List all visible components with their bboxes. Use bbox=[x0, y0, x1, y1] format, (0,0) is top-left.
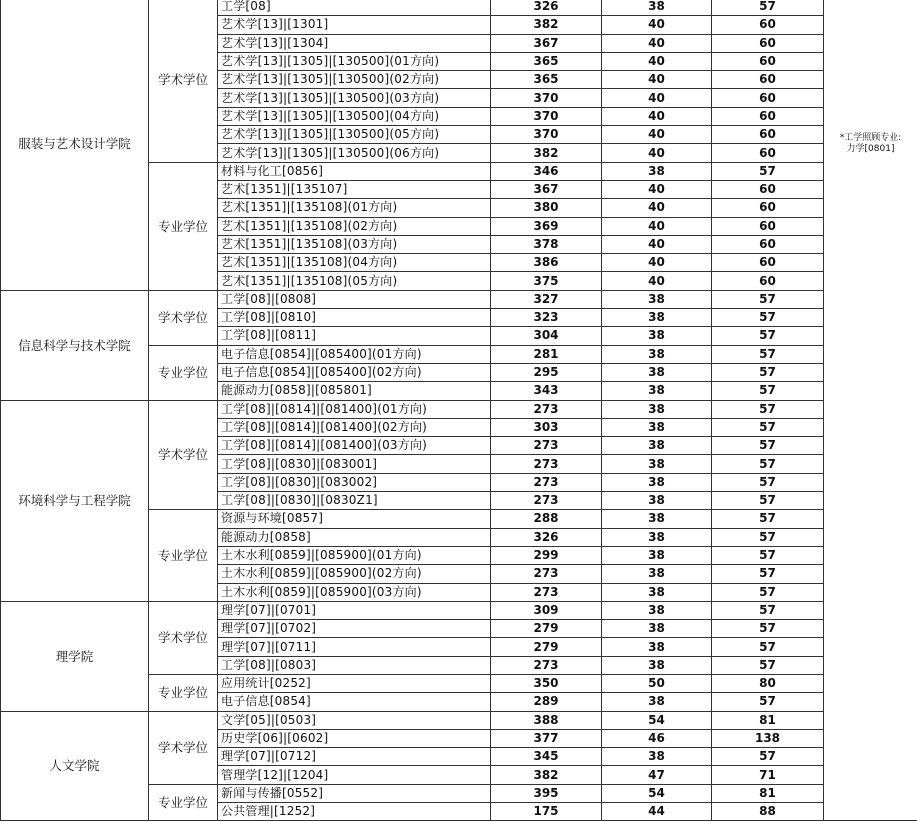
single-subject-100: 38 bbox=[602, 565, 712, 583]
single-subject-150: 57 bbox=[712, 693, 824, 711]
single-subject-150: 57 bbox=[712, 162, 824, 180]
single-subject-150: 57 bbox=[712, 437, 824, 455]
note-cell bbox=[824, 0, 917, 290]
degree-type: 学术学位 bbox=[149, 711, 218, 784]
degree-type: 学术学位 bbox=[149, 400, 218, 510]
total-score: 350 bbox=[491, 674, 602, 692]
total-score: 273 bbox=[491, 455, 602, 473]
major-name: 土木水利[0859]|[085900](03方向) bbox=[218, 583, 491, 601]
total-score: 386 bbox=[491, 254, 602, 272]
major-name: 艺术学[13]|[1301] bbox=[218, 16, 491, 34]
single-subject-100: 40 bbox=[602, 235, 712, 253]
total-score: 370 bbox=[491, 89, 602, 107]
single-subject-100: 44 bbox=[602, 803, 712, 821]
single-subject-150: 138 bbox=[712, 729, 824, 747]
major-name: 艺术学[13]|[1304] bbox=[218, 34, 491, 52]
single-subject-100: 40 bbox=[602, 107, 712, 125]
single-subject-150: 81 bbox=[712, 784, 824, 802]
major-name: 历史学[06]|[0602] bbox=[218, 729, 491, 747]
single-subject-150: 57 bbox=[712, 418, 824, 436]
total-score: 299 bbox=[491, 546, 602, 564]
total-score: 304 bbox=[491, 327, 602, 345]
single-subject-150: 60 bbox=[712, 144, 824, 162]
total-score: 273 bbox=[491, 656, 602, 674]
major-name: 土木水利[0859]|[085900](02方向) bbox=[218, 565, 491, 583]
degree-type: 专业学位 bbox=[149, 510, 218, 601]
single-subject-100: 38 bbox=[602, 656, 712, 674]
single-subject-100: 38 bbox=[602, 437, 712, 455]
single-subject-100: 38 bbox=[602, 638, 712, 656]
total-score: 380 bbox=[491, 199, 602, 217]
single-subject-150: 60 bbox=[712, 199, 824, 217]
total-score: 303 bbox=[491, 418, 602, 436]
note-line: *工学照顾专业: bbox=[839, 133, 902, 144]
single-subject-100: 38 bbox=[602, 473, 712, 491]
total-score: 382 bbox=[491, 144, 602, 162]
total-score: 273 bbox=[491, 473, 602, 491]
single-subject-100: 38 bbox=[602, 601, 712, 619]
major-name: 艺术[1351]|[135108](04方向) bbox=[218, 254, 491, 272]
single-subject-100: 38 bbox=[602, 0, 712, 16]
total-score: 343 bbox=[491, 382, 602, 400]
table-row bbox=[1, 601, 917, 619]
major-name: 电子信息[0854]|[085400](02方向) bbox=[218, 363, 491, 381]
single-subject-150: 60 bbox=[712, 107, 824, 125]
single-subject-150: 80 bbox=[712, 674, 824, 692]
total-score: 375 bbox=[491, 272, 602, 290]
college-name: 人文学院 bbox=[1, 711, 149, 821]
single-subject-150: 57 bbox=[712, 382, 824, 400]
table-row bbox=[1, 0, 917, 16]
note-filler bbox=[824, 290, 917, 821]
note-line: 力学[0801] bbox=[846, 144, 895, 155]
single-subject-150: 81 bbox=[712, 711, 824, 729]
total-score: 382 bbox=[491, 766, 602, 784]
college-name: 环境科学与工程学院 bbox=[1, 400, 149, 601]
college-name: 理学院 bbox=[1, 601, 149, 711]
single-subject-150: 57 bbox=[712, 620, 824, 638]
major-name: 工学[08]|[0830]|[083002] bbox=[218, 473, 491, 491]
single-subject-100: 40 bbox=[602, 16, 712, 34]
single-subject-150: 60 bbox=[712, 126, 824, 144]
single-subject-150: 57 bbox=[712, 748, 824, 766]
single-subject-100: 38 bbox=[602, 546, 712, 564]
major-name: 工学[08]|[0814]|[081400](02方向) bbox=[218, 418, 491, 436]
total-score: 395 bbox=[491, 784, 602, 802]
single-subject-100: 38 bbox=[602, 693, 712, 711]
major-name: 理学[07]|[0701] bbox=[218, 601, 491, 619]
college-name: 信息科学与技术学院 bbox=[1, 290, 149, 400]
major-name: 电子信息[0854] bbox=[218, 693, 491, 711]
single-subject-100: 54 bbox=[602, 711, 712, 729]
single-subject-100: 40 bbox=[602, 71, 712, 89]
total-score: 365 bbox=[491, 52, 602, 70]
total-score: 327 bbox=[491, 290, 602, 308]
single-subject-150: 57 bbox=[712, 345, 824, 363]
degree-type: 专业学位 bbox=[149, 674, 218, 711]
major-name: 艺术学[13]|[1305]|[130500](02方向) bbox=[218, 71, 491, 89]
single-subject-100: 38 bbox=[602, 583, 712, 601]
major-name: 艺术学[13]|[1305]|[130500](03方向) bbox=[218, 89, 491, 107]
degree-type: 专业学位 bbox=[149, 784, 218, 821]
score-table-body bbox=[1, 0, 917, 821]
total-score: 346 bbox=[491, 162, 602, 180]
single-subject-150: 57 bbox=[712, 363, 824, 381]
single-subject-100: 50 bbox=[602, 674, 712, 692]
major-name: 工学[08]|[0808] bbox=[218, 290, 491, 308]
single-subject-150: 57 bbox=[712, 327, 824, 345]
major-name: 能源动力[0858] bbox=[218, 528, 491, 546]
single-subject-100: 40 bbox=[602, 89, 712, 107]
table-row bbox=[1, 711, 917, 729]
major-name: 公共管理|[1252] bbox=[218, 803, 491, 821]
single-subject-150: 60 bbox=[712, 52, 824, 70]
major-name: 艺术学[13]|[1305]|[130500](06方向) bbox=[218, 144, 491, 162]
single-subject-150: 57 bbox=[712, 510, 824, 528]
single-subject-100: 46 bbox=[602, 729, 712, 747]
total-score: 289 bbox=[491, 693, 602, 711]
single-subject-100: 38 bbox=[602, 620, 712, 638]
total-score: 281 bbox=[491, 345, 602, 363]
single-subject-100: 40 bbox=[602, 272, 712, 290]
single-subject-100: 38 bbox=[602, 309, 712, 327]
single-subject-100: 38 bbox=[602, 418, 712, 436]
total-score: 279 bbox=[491, 638, 602, 656]
single-subject-150: 71 bbox=[712, 766, 824, 784]
single-subject-150: 60 bbox=[712, 217, 824, 235]
total-score: 273 bbox=[491, 437, 602, 455]
major-name: 工学[08] bbox=[218, 0, 491, 16]
major-name: 艺术[1351]|[135108](03方向) bbox=[218, 235, 491, 253]
single-subject-150: 57 bbox=[712, 583, 824, 601]
single-subject-150: 57 bbox=[712, 0, 824, 16]
single-subject-150: 60 bbox=[712, 180, 824, 198]
total-score: 370 bbox=[491, 126, 602, 144]
major-name: 工学[08]|[0814]|[081400](01方向) bbox=[218, 400, 491, 418]
single-subject-150: 57 bbox=[712, 656, 824, 674]
total-score: 273 bbox=[491, 492, 602, 510]
total-score: 388 bbox=[491, 711, 602, 729]
total-score: 377 bbox=[491, 729, 602, 747]
total-score: 369 bbox=[491, 217, 602, 235]
single-subject-100: 38 bbox=[602, 162, 712, 180]
total-score: 309 bbox=[491, 601, 602, 619]
total-score: 273 bbox=[491, 583, 602, 601]
major-name: 电子信息[0854]|[085400](01方向) bbox=[218, 345, 491, 363]
major-name: 艺术学[13]|[1305]|[130500](01方向) bbox=[218, 52, 491, 70]
major-name: 艺术[1351]|[135107] bbox=[218, 180, 491, 198]
major-name: 应用统计[0252] bbox=[218, 674, 491, 692]
single-subject-100: 38 bbox=[602, 363, 712, 381]
major-name: 艺术[1351]|[135108](01方向) bbox=[218, 199, 491, 217]
degree-type: 专业学位 bbox=[149, 345, 218, 400]
degree-type: 学术学位 bbox=[149, 0, 218, 162]
total-score: 175 bbox=[491, 803, 602, 821]
total-score: 345 bbox=[491, 748, 602, 766]
single-subject-100: 38 bbox=[602, 528, 712, 546]
single-subject-150: 60 bbox=[712, 272, 824, 290]
major-name: 新闻与传播[0552] bbox=[218, 784, 491, 802]
major-name: 工学[08]|[0811] bbox=[218, 327, 491, 345]
single-subject-100: 38 bbox=[602, 455, 712, 473]
total-score: 273 bbox=[491, 400, 602, 418]
single-subject-100: 40 bbox=[602, 126, 712, 144]
table-row bbox=[1, 290, 917, 308]
major-name: 理学[07]|[0702] bbox=[218, 620, 491, 638]
major-name: 工学[08]|[0830]|[083001] bbox=[218, 455, 491, 473]
major-name: 材料与化工[0856] bbox=[218, 162, 491, 180]
single-subject-150: 60 bbox=[712, 89, 824, 107]
single-subject-100: 38 bbox=[602, 382, 712, 400]
major-name: 土木水利[0859]|[085900](01方向) bbox=[218, 546, 491, 564]
single-subject-150: 57 bbox=[712, 473, 824, 491]
single-subject-150: 57 bbox=[712, 601, 824, 619]
degree-type: 学术学位 bbox=[149, 290, 218, 345]
single-subject-150: 57 bbox=[712, 638, 824, 656]
total-score: 323 bbox=[491, 309, 602, 327]
single-subject-100: 40 bbox=[602, 254, 712, 272]
major-name: 艺术学[13]|[1305]|[130500](04方向) bbox=[218, 107, 491, 125]
single-subject-100: 38 bbox=[602, 492, 712, 510]
single-subject-150: 57 bbox=[712, 565, 824, 583]
single-subject-100: 38 bbox=[602, 748, 712, 766]
total-score: 367 bbox=[491, 180, 602, 198]
total-score: 326 bbox=[491, 0, 602, 16]
table-row bbox=[1, 400, 917, 418]
major-name: 工学[08]|[0810] bbox=[218, 309, 491, 327]
total-score: 367 bbox=[491, 34, 602, 52]
single-subject-150: 60 bbox=[712, 254, 824, 272]
single-subject-100: 38 bbox=[602, 510, 712, 528]
major-name: 工学[08]|[0830]|[0830Z1] bbox=[218, 492, 491, 510]
major-name: 资源与环境[0857] bbox=[218, 510, 491, 528]
single-subject-100: 47 bbox=[602, 766, 712, 784]
single-subject-100: 38 bbox=[602, 290, 712, 308]
single-subject-100: 40 bbox=[602, 199, 712, 217]
single-subject-100: 40 bbox=[602, 217, 712, 235]
major-name: 能源动力[0858]|[085801] bbox=[218, 382, 491, 400]
single-subject-100: 40 bbox=[602, 34, 712, 52]
single-subject-150: 60 bbox=[712, 71, 824, 89]
single-subject-150: 57 bbox=[712, 546, 824, 564]
major-name: 艺术[1351]|[135108](02方向) bbox=[218, 217, 491, 235]
single-subject-150: 57 bbox=[712, 528, 824, 546]
single-subject-100: 38 bbox=[602, 400, 712, 418]
single-subject-100: 40 bbox=[602, 180, 712, 198]
major-name: 文学[05]|[0503] bbox=[218, 711, 491, 729]
total-score: 370 bbox=[491, 107, 602, 125]
total-score: 288 bbox=[491, 510, 602, 528]
single-subject-150: 57 bbox=[712, 400, 824, 418]
single-subject-150: 57 bbox=[712, 309, 824, 327]
total-score: 378 bbox=[491, 235, 602, 253]
single-subject-150: 57 bbox=[712, 290, 824, 308]
single-subject-100: 38 bbox=[602, 327, 712, 345]
single-subject-100: 40 bbox=[602, 52, 712, 70]
major-name: 工学[08]|[0803] bbox=[218, 656, 491, 674]
college-name: 服装与艺术设计学院 bbox=[1, 0, 149, 290]
single-subject-100: 54 bbox=[602, 784, 712, 802]
single-subject-100: 40 bbox=[602, 144, 712, 162]
single-subject-150: 88 bbox=[712, 803, 824, 821]
major-name: 艺术学[13]|[1305]|[130500](05方向) bbox=[218, 126, 491, 144]
single-subject-100: 38 bbox=[602, 345, 712, 363]
single-subject-150: 57 bbox=[712, 492, 824, 510]
total-score: 365 bbox=[491, 71, 602, 89]
degree-type: 学术学位 bbox=[149, 601, 218, 674]
major-name: 工学[08]|[0814]|[081400](03方向) bbox=[218, 437, 491, 455]
major-name: 理学[07]|[0711] bbox=[218, 638, 491, 656]
single-subject-150: 60 bbox=[712, 34, 824, 52]
major-name: 理学[07]|[0712] bbox=[218, 748, 491, 766]
total-score: 326 bbox=[491, 528, 602, 546]
single-subject-150: 60 bbox=[712, 235, 824, 253]
single-subject-150: 60 bbox=[712, 16, 824, 34]
total-score: 382 bbox=[491, 16, 602, 34]
degree-type: 专业学位 bbox=[149, 162, 218, 290]
major-name: 艺术[1351]|[135108](05方向) bbox=[218, 272, 491, 290]
single-subject-150: 57 bbox=[712, 455, 824, 473]
total-score: 273 bbox=[491, 565, 602, 583]
major-name: 管理学[12]|[1204] bbox=[218, 766, 491, 784]
total-score: 295 bbox=[491, 363, 602, 381]
total-score: 279 bbox=[491, 620, 602, 638]
